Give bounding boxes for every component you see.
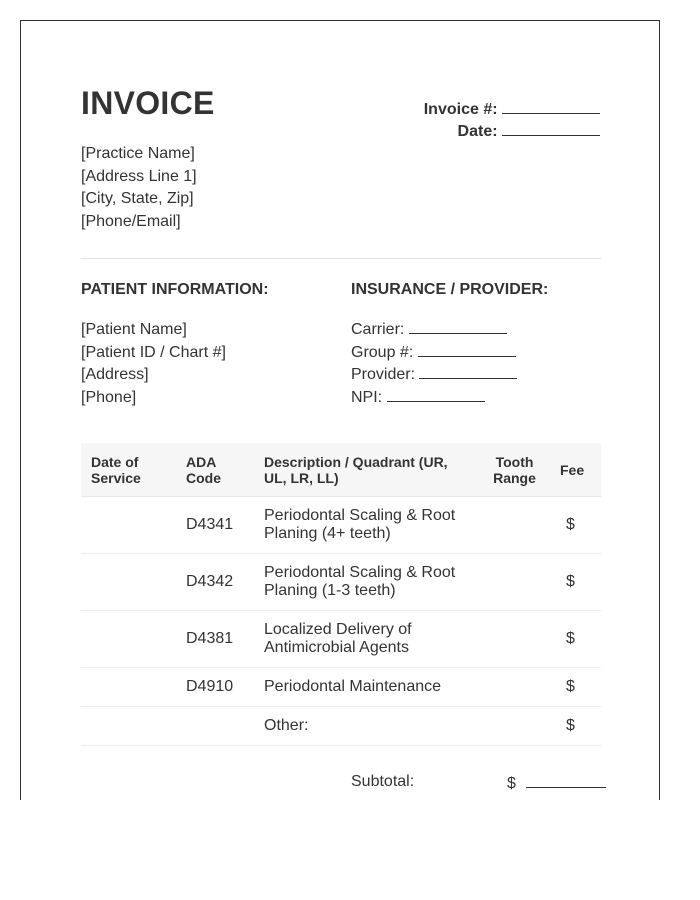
cell-code: D4341 — [176, 497, 254, 554]
invoice-number-row — [424, 99, 600, 121]
cell-tooth[interactable] — [473, 668, 556, 707]
invoice-sheet — [20, 20, 660, 800]
cell-tooth[interactable] — [473, 707, 556, 746]
header-description: Description / Quadrant (UR, UL, LR, LL) — [254, 443, 473, 497]
cell-code: D4381 — [176, 611, 254, 668]
patient-id: [Patient ID / Chart #] — [81, 343, 226, 361]
cell-fee[interactable]: $ — [556, 554, 601, 611]
cell-tooth[interactable] — [473, 611, 556, 668]
subtotal-blank[interactable] — [526, 773, 606, 788]
practice-city: [City, State, Zip] — [81, 190, 194, 207]
services-table — [81, 443, 601, 746]
header-code: ADA Code — [176, 443, 254, 497]
cell-description: Periodontal Scaling & Root Planing (1-3 teeth) — [254, 554, 473, 611]
cell-tooth[interactable] — [473, 497, 556, 554]
cell-code: D4342 — [176, 554, 254, 611]
cell-tooth[interactable] — [473, 554, 556, 611]
patient-phone: [Phone] — [81, 388, 137, 406]
provider-row — [351, 364, 517, 387]
cell-fee[interactable]: $ — [556, 707, 601, 746]
cell-fee[interactable]: $ — [556, 668, 601, 707]
cell-date[interactable] — [81, 668, 176, 707]
invoice-meta — [424, 99, 600, 143]
cell-description: Periodontal Maintenance — [254, 668, 473, 707]
npi-label: NPI: — [351, 388, 383, 406]
npi-row — [351, 387, 517, 410]
header-tooth: Tooth Range — [473, 443, 556, 497]
table-row — [81, 611, 601, 668]
cell-code: D4910 — [176, 668, 254, 707]
group-label: Group #: — [351, 343, 414, 361]
table-row — [81, 668, 601, 707]
table-header-row — [81, 443, 601, 497]
practice-name: [Practice Name] — [81, 145, 195, 162]
cell-code — [176, 707, 254, 746]
invoice-number-blank[interactable] — [502, 99, 600, 114]
patient-heading: PATIENT INFORMATION: — [81, 281, 269, 298]
carrier-row — [351, 319, 517, 342]
cell-date[interactable] — [81, 554, 176, 611]
patient-name: [Patient Name] — [81, 321, 187, 338]
subtotal-label: Subtotal: — [351, 773, 415, 790]
cell-date[interactable] — [81, 611, 176, 668]
cell-fee[interactable]: $ — [556, 497, 601, 554]
cell-description: Localized Delivery of Antimicrobial Agents — [254, 611, 473, 668]
invoice-date-blank[interactable] — [502, 121, 600, 136]
group-blank[interactable] — [418, 342, 516, 357]
cell-date[interactable] — [81, 707, 176, 746]
invoice-date-label: Date: — [457, 123, 498, 140]
subtotal-value — [507, 773, 606, 793]
practice-contact: [Phone/Email] — [81, 212, 181, 230]
npi-blank[interactable] — [387, 387, 485, 402]
group-row — [351, 342, 517, 365]
table-row — [81, 707, 601, 746]
provider-label: Provider: — [351, 366, 416, 383]
table-row — [81, 554, 601, 611]
carrier-blank[interactable] — [409, 319, 507, 334]
insurance-heading: INSURANCE / PROVIDER: — [351, 281, 549, 298]
header-fee: Fee — [556, 443, 601, 497]
header-date: Date of Service — [81, 443, 176, 497]
patient-info — [81, 319, 226, 409]
invoice-title: INVOICE — [81, 85, 215, 121]
carrier-label: Carrier: — [351, 321, 405, 338]
cell-date[interactable] — [81, 497, 176, 554]
cell-fee[interactable]: $ — [556, 611, 601, 668]
patient-address: [Address] — [81, 366, 149, 383]
table-row — [81, 497, 601, 554]
insurance-info — [351, 319, 517, 409]
invoice-number-label: Invoice #: — [423, 101, 498, 118]
invoice-date-row — [424, 121, 600, 143]
header-divider — [81, 258, 601, 259]
practice-info — [81, 143, 197, 233]
provider-blank[interactable] — [419, 364, 517, 379]
cell-description: Other: — [254, 707, 473, 746]
subtotal-currency: $ — [507, 775, 516, 792]
cell-description: Periodontal Scaling & Root Planing (4+ teeth) — [254, 497, 473, 554]
practice-address: [Address Line 1] — [81, 167, 197, 185]
